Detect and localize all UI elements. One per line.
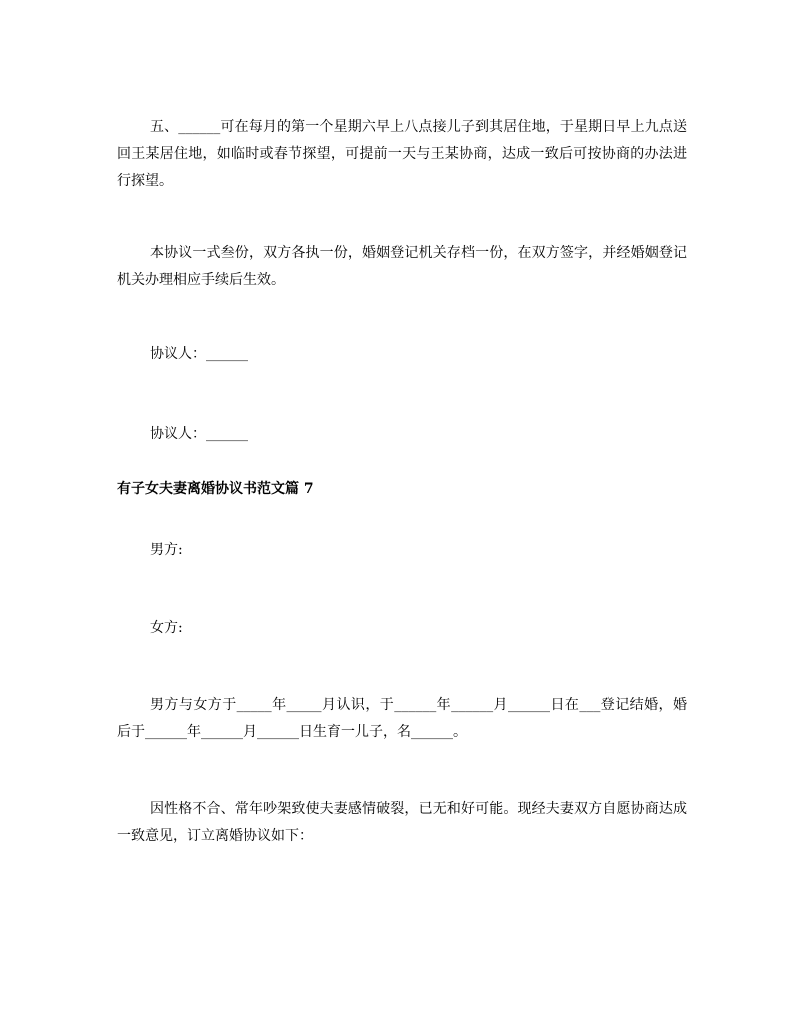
- divorce-reason-paragraph: 因性格不合、常年吵架致使夫妻感情破裂，已无和好可能。现经夫妻双方自愿协商达成一致意见，订立离婚协议如下：: [117, 801, 687, 844]
- agreement-copies-paragraph: 本协议一式叁份，双方各执一份，婚姻登记机关存档一份，在双方签字，并经婚姻登记机关办理相应手续后生效。: [117, 245, 687, 288]
- signature-line-1: 协议人：______: [150, 346, 248, 362]
- clause-five-paragraph: 五、______可在每月的第一个星期六早上八点接儿子到其居住地，于星期日早上九点送回王某居住地，如临时或春节探望，可提前一天与王某协商，达成一致后可按协商的办法进行探望。: [117, 119, 687, 189]
- section-heading: 有子女夫妻离婚协议书范文篇 7: [117, 481, 314, 497]
- female-party-line: 女方:: [150, 620, 183, 636]
- signature-line-2: 协议人：______: [150, 426, 248, 442]
- marriage-details-paragraph: 男方与女方于_____年_____月认识，于______年______月______日在___登记结婚，婚后于______年______月______日生育一儿子，名______。: [117, 697, 687, 740]
- male-party-line: 男方:: [150, 542, 183, 558]
